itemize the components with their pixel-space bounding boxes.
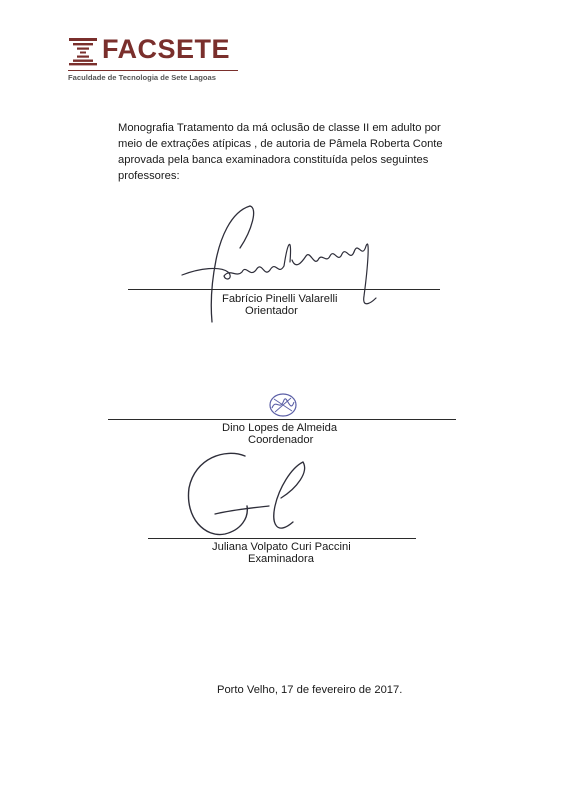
signatory-role-3: Examinadora (248, 553, 314, 565)
facsete-logo (68, 36, 243, 86)
signatory-role-2: Coordenador (248, 434, 314, 446)
signatory-name-3: Juliana Volpato Curi Paccini (212, 541, 351, 553)
approval-statement: Monografia Tratamento da má oclusão de classe II em adulto por meio de extrações atípicas , de autoria de Pâmela Roberta Conte aprovada pela banca examinadora constituída pelos seguintes professores: (118, 122, 443, 182)
signature-examinadora (185, 448, 315, 548)
logo-mark-icon (68, 36, 98, 66)
signatory-role-1: Orientador (245, 305, 298, 317)
logo-divider (68, 70, 238, 71)
signatory-name-2: Dino Lopes de Almeida (222, 422, 338, 434)
signature-line-2 (108, 419, 456, 420)
logo-subtitle: Faculdade de Tecnologia de Sete Lagoas (68, 73, 216, 82)
signature-line-3 (148, 538, 416, 539)
signature-coordenador (266, 390, 300, 420)
signatory-name-1: Fabrício Pinelli Valarelli (222, 293, 338, 305)
place-and-date: Porto Velho, 17 de fevereiro de 2017. (217, 684, 403, 696)
logo-wordmark: FACSETE (102, 34, 231, 64)
signature-line-1 (128, 289, 440, 290)
